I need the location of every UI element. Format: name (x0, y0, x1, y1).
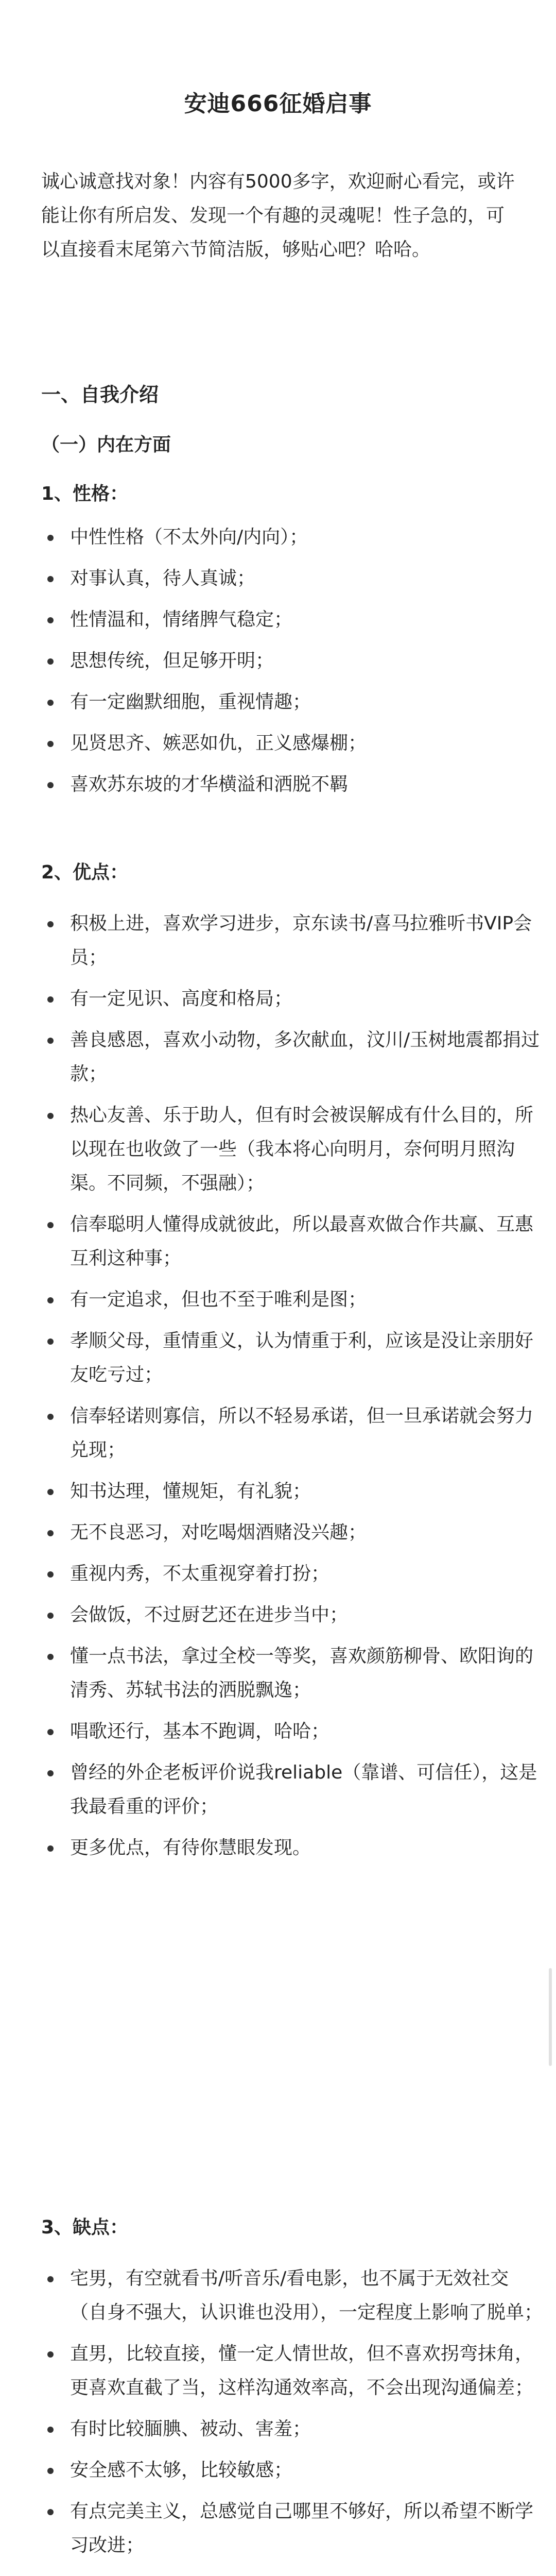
list-item: 有一定见识、高度和格局； (70, 982, 544, 1016)
list-item: 无不良恶习，对吃喝烟酒赌没兴趣； (70, 1516, 544, 1550)
list-item: 思想传统，但足够开明； (70, 644, 544, 678)
list-item: 懂一点书法，拿过全校一等奖，喜欢颜筋柳骨、欧阳询的清秀、苏轼书法的洒脱飘逸； (70, 1639, 544, 1707)
list-item: 热心友善、乐于助人，但有时会被误解成有什么目的，所以现在也收敛了一些（我本将心向明月，奈何明月照沟渠。不同频，不强融）； (70, 1098, 544, 1200)
list-item: 重视内秀，不太重视穿着打扮； (70, 1557, 544, 1591)
subsection-heading-inner: （一）内在方面 (41, 434, 171, 455)
list-item: 孝顺父母，重情重义，认为情重于利，应该是没让亲朋好友吃亏过； (70, 1324, 544, 1392)
list-item: 喜欢苏东坡的才华横溢和洒脱不羁 (70, 768, 544, 802)
list-item: 有点完美主义，总感觉自己哪里不够好，所以希望不断学习改进； (70, 2495, 544, 2563)
list-item: 信奉聪明人懂得成就彼此，所以最喜欢做合作共赢、互惠互利这种事； (70, 1208, 544, 1276)
list-item (70, 2570, 544, 2576)
list-item: 知书达理，懂规矩，有礼貌； (70, 1475, 544, 1509)
heading-personality: 1、性格： (41, 483, 129, 504)
list-item: 会做饭，不过厨艺还在进步当中； (70, 1598, 544, 1632)
list-item: 有一定追求，但也不至于唯利是图； (70, 1283, 544, 1317)
list-item: 见贤思齐、嫉恶如仇，正义感爆棚； (70, 726, 544, 760)
list-item: 善良感恩，喜欢小动物，多次献血，汶川/玉树地震都捐过款； (70, 1023, 544, 1091)
intro-paragraph: 诚心诚意找对象！内容有5000多字，欢迎耐心看完，或许能让你有所启发、发现一个有趣的灵魂呢！性子急的，可以直接看末尾第六节简洁版，够贴心吧？哈哈。 (41, 171, 515, 260)
list-item: 有时比较腼腆、被动、害羞； (70, 2412, 544, 2446)
list-item: 积极上进，喜欢学习进步，京东读书/喜马拉雅听书VIP会员； (70, 907, 544, 975)
personality-list (41, 520, 544, 809)
list-item: 唱歌还行，基本不跑调，哈哈； (70, 1715, 544, 1749)
weakness-list (41, 2262, 544, 2576)
list-item: 安全感不太够，比较敏感； (70, 2453, 544, 2487)
list-item: 对事认真，待人真诚； (70, 562, 544, 596)
list-item: 曾经的外企老板评价说我reliable（靠谱、可信任），这是我最看重的评价； (70, 1756, 544, 1824)
vertical-scrollbar[interactable] (549, 1968, 552, 2066)
heading-strengths: 2、优点： (41, 862, 129, 883)
list-item: 信奉轻诺则寡信，所以不轻易承诺，但一旦承诺就会努力兑现； (70, 1399, 544, 1467)
list-item: 有一定幽默细胞，重视情趣； (70, 685, 544, 719)
list-item: 中性性格（不太外向/内向）； (70, 520, 544, 554)
heading-weaknesses: 3、缺点： (41, 2217, 129, 2238)
strengths-list (41, 907, 544, 1872)
list-item: 直男，比较直接，懂一定人情世故，但不喜欢拐弯抹角，更喜欢直截了当，这样沟通效率高，不会出现沟通偏差； (70, 2337, 544, 2405)
list-item: 性情温和，情绪脾气稳定； (70, 603, 544, 637)
list-item: 更多优点，有待你慧眼发现。 (70, 1831, 544, 1865)
page-title: 安迪666征婚启事 (184, 91, 372, 117)
list-item: 宅男，有空就看书/听音乐/看电影，也不属于无效社交（自身不强大，认识谁也没用），一定程度上影响了脱单； (70, 2262, 544, 2330)
section-heading-self-intro: 一、自我介绍 (41, 383, 159, 406)
